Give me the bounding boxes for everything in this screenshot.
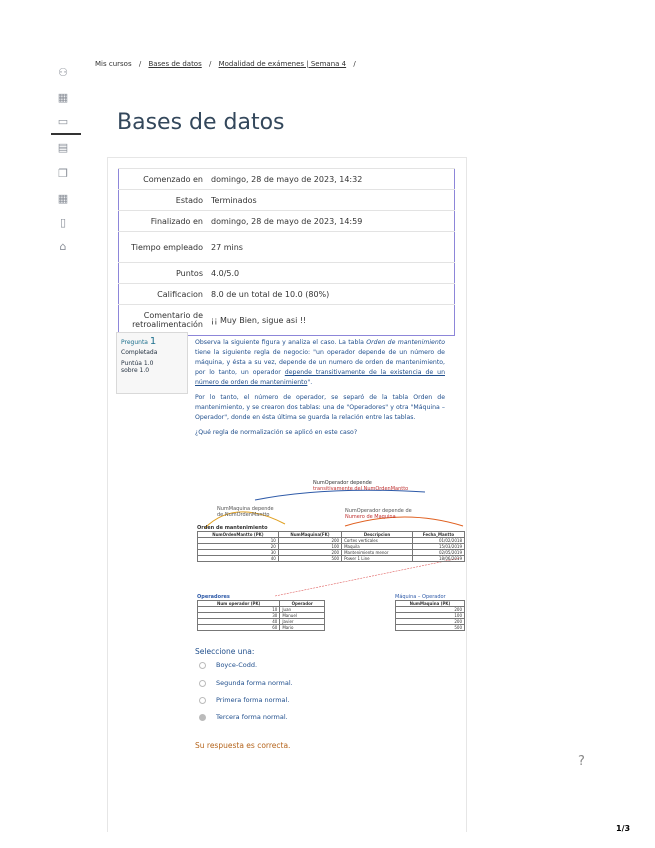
user-badge-icon[interactable]: ⚇ <box>58 66 68 79</box>
summary-row <box>119 263 455 284</box>
select-one-label: Seleccione una: <box>195 647 255 656</box>
table-orden-title: Orden de mantenimiento <box>197 525 268 531</box>
summary-value: Terminados <box>207 190 455 211</box>
radio-button-selected[interactable] <box>199 714 206 721</box>
summary-value: 4.0/5.0 <box>207 263 455 284</box>
summary-row <box>119 305 455 336</box>
right-sublabel: Numero de Maquina <box>345 514 396 520</box>
breadcrumb-separator: / <box>208 60 212 68</box>
option-boyce-codd[interactable]: Boyce-Codd. <box>199 661 257 669</box>
question-prompt: ¿Qué regla de normalización se aplicó en este caso? <box>195 429 358 436</box>
breadcrumb-separator: / <box>353 60 356 68</box>
page-title: Bases de datos <box>117 110 285 135</box>
help-icon[interactable]: ? <box>578 754 585 769</box>
sidebar <box>0 0 82 848</box>
orden-mantenimiento-table: NumOrdenMantto (PK) NumMaquina(FK) Descripcion Fecha_Mantto 10 200 Cortes verticales 01/02/2018 20 100 Maquila 15/03/2019 30 200 Mantenimiento menor 02/05/2019 40 500 Power 1 Line 18/06/2019 <box>197 531 465 562</box>
radio-button[interactable] <box>199 697 206 704</box>
question-paragraph: Observa la siguiente figura y analiza el caso. La tabla Orden de mantenimiento tiene la siguiente regla de negocio: "un operador depende de un número de máquina, y ésta a su vez, depende de un numero de orden de mantenimiento, por lo tanto, un operador depende transitivamente de la existencia de un número de orden de mantenimiento". <box>195 339 445 386</box>
answer-feedback: Su respuesta es correcta. <box>195 741 291 750</box>
attempt-summary-table <box>118 168 455 336</box>
summary-value: 27 mins <box>207 232 455 263</box>
question-score: Puntúa 1.0 sobre 1.0 <box>121 360 154 374</box>
option-tercera-forma[interactable]: Tercera forma normal. <box>199 713 288 721</box>
page-counter: 1/3 <box>616 824 631 833</box>
top-sublabel: transitivamente del NumOrdenMantto <box>313 486 409 492</box>
normalization-figure <box>195 478 465 638</box>
radio-button[interactable] <box>199 680 206 687</box>
summary-label: Comentario de retroalimentación <box>119 305 208 336</box>
table-maquina-operador-title: Máquina – Operador <box>395 594 446 600</box>
summary-row <box>119 190 455 211</box>
left-label: NumMaquina depende <box>217 506 274 512</box>
table-operadores-title: Operadores <box>197 594 230 600</box>
summary-label: Finalizado en <box>119 211 208 232</box>
summary-label: Tiempo empleado <box>119 232 208 263</box>
summary-value: domingo, 28 de mayo de 2023, 14:59 <box>207 211 455 232</box>
summary-label: Calificacion <box>119 284 208 305</box>
summary-row <box>119 284 455 305</box>
table-icon[interactable]: ▦ <box>57 91 69 104</box>
right-label: NumOperador depende de <box>345 508 412 514</box>
summary-value: domingo, 28 de mayo de 2023, 14:32 <box>207 169 455 190</box>
graduation-cap-icon[interactable]: ⌂ <box>59 240 67 253</box>
question-number: Pregunta 1 <box>121 336 157 347</box>
summary-label: Puntos <box>119 263 208 284</box>
breadcrumb-exam-link[interactable]: Modalidad de exámenes | Semana 4 <box>218 60 347 68</box>
breadcrumb-course-link[interactable]: Bases de datos <box>148 60 202 68</box>
top-label: NumOperador depende <box>313 480 372 486</box>
grid-icon[interactable]: ▦ <box>57 192 69 205</box>
question-text <box>195 338 445 443</box>
files-icon[interactable]: ❐ <box>58 167 68 180</box>
summary-label: Comenzado en <box>119 169 208 190</box>
mobile-icon[interactable]: ▯ <box>59 216 67 229</box>
summary-value: 8.0 de un total de 10.0 (80%) <box>207 284 455 305</box>
breadcrumb <box>95 60 361 68</box>
summary-label: Estado <box>119 190 208 211</box>
left-sublabel: de NumOrdenMantto <box>217 512 270 518</box>
operadores-table: Num operador (PK) Operador 10 Juan 30 Manuel 40 Javier 60 Mario <box>197 600 325 631</box>
summary-row <box>119 211 455 232</box>
active-indicator <box>51 133 81 135</box>
summary-value: ¡¡ Muy Bien, sigue asi !! <box>207 305 455 336</box>
summary-row <box>119 232 455 263</box>
question-paragraph: Por lo tanto, el número de operador, se separó de la tabla Orden de mantenimiento, y se crearon dos tablas: una de "Operadores" y otra "Máquina – Operador", donde en ésta última se guarda la relación entre las tablas. <box>195 394 445 421</box>
option-segunda-forma[interactable]: Segunda forma normal. <box>199 679 293 687</box>
breadcrumb-separator: / <box>138 60 142 68</box>
question-state: Completada <box>121 349 158 356</box>
summary-row <box>119 169 455 190</box>
question-info-box <box>116 332 188 394</box>
folder-icon[interactable]: ▭ <box>57 115 69 128</box>
calendar-icon[interactable]: ▤ <box>57 141 69 154</box>
option-primera-forma[interactable]: Primera forma normal. <box>199 696 289 704</box>
breadcrumb-mis-cursos[interactable]: Mis cursos <box>95 60 132 68</box>
radio-button[interactable] <box>199 662 206 669</box>
maquina-operador-table: NumMaquina (PK) 200 100 200 500 <box>395 600 465 631</box>
